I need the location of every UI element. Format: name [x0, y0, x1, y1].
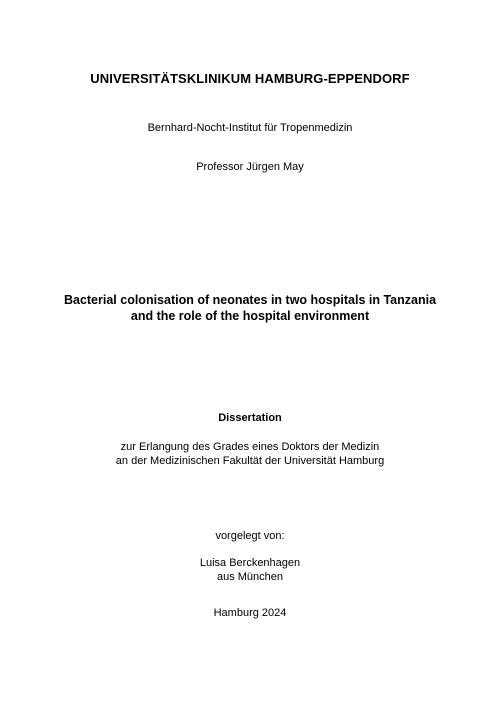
purpose-line-1: zur Erlangung des Grades eines Doktors der Medizin — [120, 441, 380, 453]
place-and-year: Hamburg 2024 — [213, 607, 287, 619]
author-origin: aus München — [216, 570, 284, 583]
university-name: UNIVERSITÄTSKLINIKUM HAMBURG-EPPENDORF — [90, 71, 410, 86]
title-line-1: Bacterial colonisation of neonates in two hospitals in Tanzania — [63, 293, 437, 307]
submitted-by-label: vorgelegt von: — [215, 530, 285, 542]
dissertation-title — [0, 292, 500, 324]
dissertation-purpose — [0, 440, 500, 468]
author-name: Luisa Berckenhagen — [199, 557, 301, 569]
document-type: Dissertation — [218, 412, 282, 424]
title-line-2: and the role of the hospital environment — [130, 309, 370, 323]
professor-name: Professor Jürgen May — [196, 161, 304, 173]
purpose-line-2: an der Medizinischen Fakultät der Universität Hamburg — [115, 455, 385, 467]
author-block — [0, 557, 500, 584]
institute-name: Bernhard-Nocht-Institut für Tropenmedizin — [147, 122, 353, 134]
